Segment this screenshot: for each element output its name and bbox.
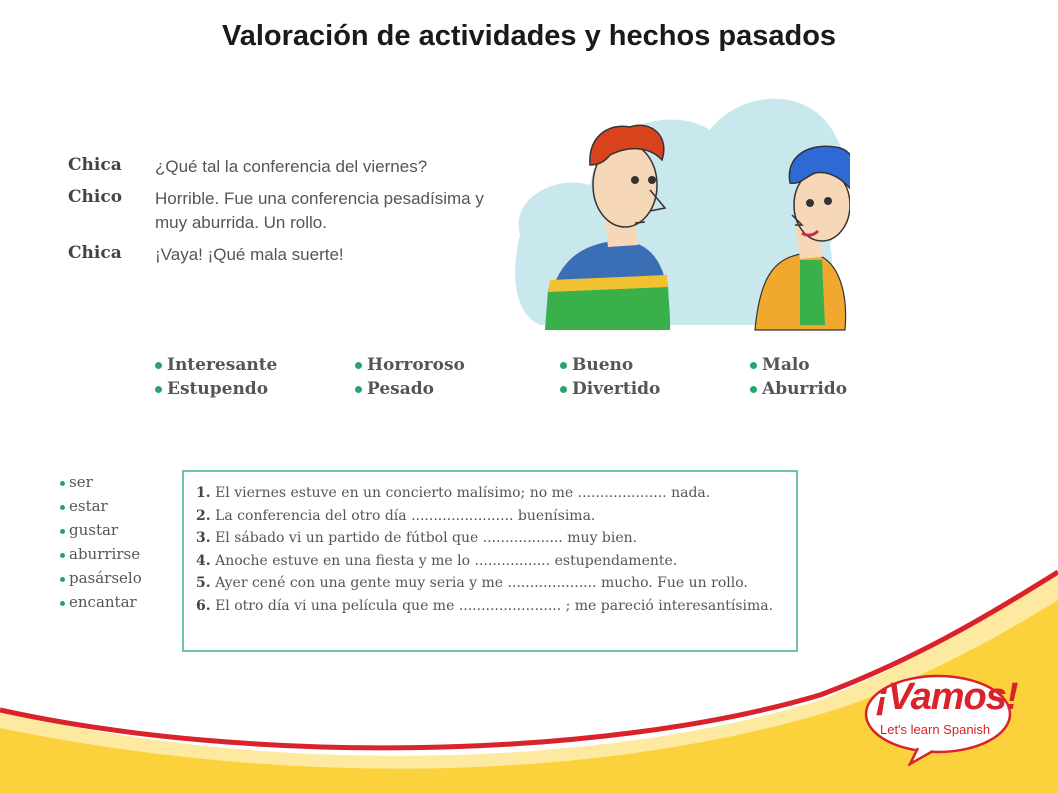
verb-label: estar xyxy=(69,497,108,515)
bullet-icon xyxy=(60,553,65,558)
speech-text: Horrible. Fue una conferencia pesadísima y muy aburrida. Un rollo. xyxy=(155,189,484,232)
logo-subtitle: Let's learn Spanish xyxy=(880,722,991,737)
logo-text: ¡Vamos! xyxy=(876,676,1018,718)
verb-item xyxy=(60,494,142,518)
vocab-item xyxy=(355,355,560,375)
bullet-icon xyxy=(560,386,567,393)
verb-item xyxy=(60,518,142,542)
exercise-text: Ayer cené con una gente muy seria y me .................... mucho. Fue un rollo. xyxy=(215,575,748,591)
bullet-icon xyxy=(60,505,65,510)
verb-label: ser xyxy=(69,473,93,491)
exercise-number: 4. xyxy=(196,552,211,569)
vamos-logo xyxy=(858,668,1018,766)
vocab-label: Malo xyxy=(762,355,810,375)
verb-item xyxy=(60,470,142,494)
verb-label: encantar xyxy=(69,593,137,611)
bullet-icon xyxy=(560,362,567,369)
speech-text: ¡Vaya! ¡Qué mala suerte! xyxy=(155,245,344,264)
vocab-label: Divertido xyxy=(572,379,661,399)
vocab-label: Aburrido xyxy=(762,379,848,399)
vocab-item xyxy=(155,379,355,399)
vocab-label: Bueno xyxy=(572,355,634,375)
dialogue-line xyxy=(68,243,528,267)
exercise-item xyxy=(196,527,796,550)
vocab-item xyxy=(560,355,750,375)
bullet-icon xyxy=(60,529,65,534)
speaker-name: Chica xyxy=(68,155,122,175)
verb-label: pasárselo xyxy=(69,569,142,587)
exercise-item xyxy=(196,505,796,528)
vocab-item xyxy=(750,379,900,399)
bullet-icon xyxy=(355,362,362,369)
bullet-icon xyxy=(750,362,757,369)
bullet-icon xyxy=(60,481,65,486)
exercise-text: El viernes estuve en un concierto malísimo; no me .................... nada. xyxy=(215,485,711,501)
bullet-icon xyxy=(155,362,162,369)
speaker-name: Chico xyxy=(68,187,123,207)
bullet-icon xyxy=(355,386,362,393)
vocab-label: Estupendo xyxy=(167,379,269,399)
exercise-text: La conferencia del otro día ....................... buenísima. xyxy=(215,507,596,524)
exercise-text: Anoche estuve en una fiesta y me lo ................. estupendamente. xyxy=(215,552,678,569)
verb-label: gustar xyxy=(69,521,119,539)
dialogue-line xyxy=(68,187,528,235)
speaker-name: Chica xyxy=(68,243,122,263)
vocab-label: Interesante xyxy=(167,355,278,375)
speech-text: ¿Qué tal la conferencia del viernes? xyxy=(155,157,428,176)
exercise-number: 5. xyxy=(196,575,211,591)
exercise-item xyxy=(196,482,796,505)
vocab-item xyxy=(750,355,900,375)
exercise-number: 6. xyxy=(196,597,211,614)
page-title: Valoración de actividades y hechos pasados xyxy=(221,20,837,52)
bullet-icon xyxy=(750,386,757,393)
two-characters-illustration xyxy=(510,85,850,335)
exercise-text: El otro día vi una película que me ....................... ; me pareció interesantísima. xyxy=(215,597,774,614)
verb-label: aburrirse xyxy=(69,545,141,563)
vocab-label: Horroroso xyxy=(367,355,465,375)
exercise-number: 2. xyxy=(196,507,211,524)
bullet-icon xyxy=(155,386,162,393)
exercise-text: El sábado vi un partido de fútbol que .................. muy bien. xyxy=(215,530,638,546)
exercise-number: 3. xyxy=(196,530,211,546)
vocab-item xyxy=(355,379,560,399)
vocab-item xyxy=(560,379,750,399)
exercise-number: 1. xyxy=(196,485,211,501)
vocabulary-list xyxy=(155,355,900,399)
vocab-label: Pesado xyxy=(367,379,434,399)
dialogue-line xyxy=(68,155,528,179)
dialogue xyxy=(68,155,528,275)
vocab-item xyxy=(155,355,355,375)
